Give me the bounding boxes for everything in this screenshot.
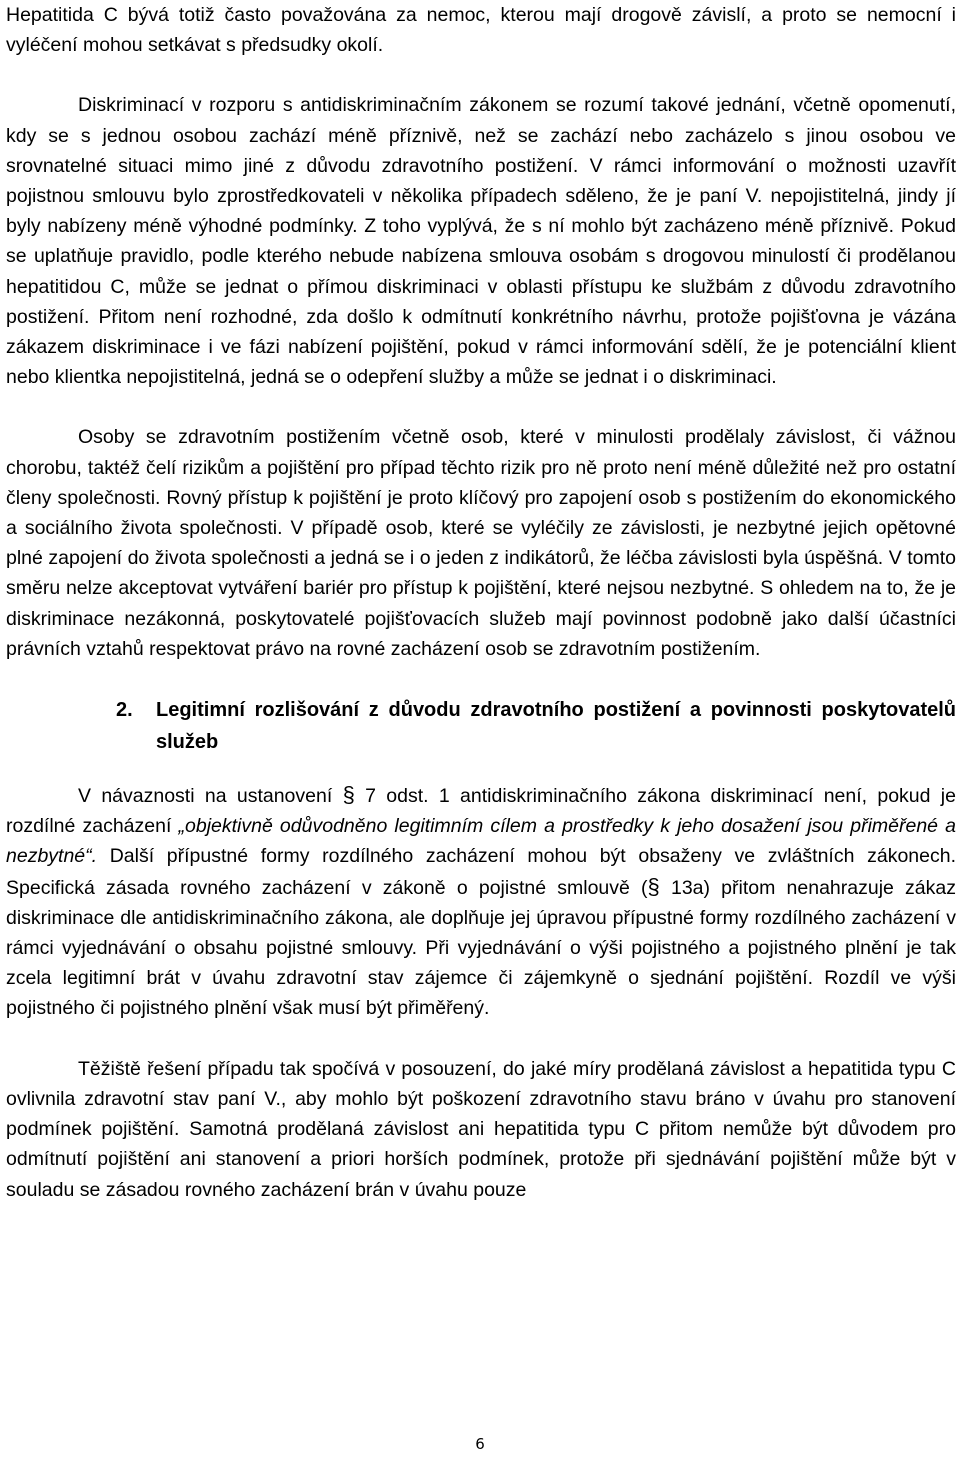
p4-text-3: Další přípustné formy rozdílného zacházení mohou být obsaženy ve zvláštních zákonech. Specifická zásada rovného zacházení v zákoně o pojistné smlouvě (	[6, 845, 956, 899]
paragraph-2: Diskriminací v rozporu s antidiskriminačním zákonem se rozumí takové jednání, včetně opomenutí, kdy se s jednou osobou zachází méně příznivě, než se zachází nebo zacházelo s jinou osobou ve srovnatelné situaci mimo jiné z důvodu zdravotního postižení. V rámci informování o možnosti uzavřít pojistnou smlouvu bylo zprostředkovateli v několika případech sděleno, že je paní V. nepojistitelná, jindy jí byly nabízeny méně výhodné podmínky. Z toho vyplývá, že s ní mohlo být zacházeno méně příznivě. Pokud se uplatňuje pravidlo, podle kterého nebude nabízena smlouva osobám s drogovou minulostí či prodělanou hepatitidou C, může se jednat o přímou diskriminaci v oblasti přístupu ke službám z důvodu zdravotního postižení. Přitom není rozhodné, zda došlo k odmítnutí konkrétního návrhu, protože pojišťovna je vázána zákazem diskriminace i ve fázi nabízení pojištění, pokud v rámci informování sdělí, že je potenciální klient nebo klientka nepojistitelná, jedná se o odepření služby a může se jednat i o diskriminaci.	[6, 94, 956, 389]
p4-text-4: 13a) přitom nenahrazuje zákaz diskriminace dle antidiskriminačního zákona, ale doplňuje jej úpravou přípustné formy rozdílného zacházení v rámci vyjednávání o obsahu pojistné smlouvy. Při vyjednávání o výši pojistného a pojistného plnění je tak zcela legitimní brát v úvahu zdravotní stav zájemce či zájemkyně o sjednání pojištění. Rozdíl ve výši pojistného či pojistného plnění však musí být přiměřený.	[6, 876, 956, 1020]
page-number: 6	[475, 1435, 485, 1453]
p4-text-2: 7 odst. 1 antidiskriminačního zákona diskriminací není, pokud je rozdílné zacházení	[6, 785, 956, 838]
p4-text-1: V návaznosti na ustanovení	[78, 785, 333, 808]
section-symbol-2: §	[647, 873, 660, 899]
paragraph-5: Těžiště řešení případu tak spočívá v posouzení, do jaké míry prodělaná závislost a hepatitida typu C ovlivnila zdravotní stav paní V., aby mohlo být poškození zdravotního stavu bráno v úvahu pro stanovení podmínek pojištění. Samotná prodělaná závislost ani hepatitida typu C přitom nemůže být důvodem pro odmítnutí pojištění ani stanovení a priori horších podmínek, protože při sjednávání pojištění může být v souladu se zásadou rovného zacházení brán v úvahu pouze	[6, 1057, 956, 1201]
section-heading	[116, 694, 956, 758]
section-symbol: §	[342, 782, 355, 808]
paragraph-1: Hepatitida C bývá totiž často považována za nemoc, kterou mají drogově závislí, a proto se nemocní i vyléčení mohou setkávat s předsudky okolí.	[6, 4, 956, 57]
paragraph-3: Osoby se zdravotním postižením včetně osob, které v minulosti prodělaly závislost, či vážnou chorobu, taktéž čelí rizikům a pojištění pro případ těchto rizik pro ně proto není méně důležité než pro ostatní členy společnosti. Rovný přístup k pojištění je proto klíčový pro zapojení osob s postižením do ekonomického a sociálního života společnosti. V případě osob, které se vyléčily ze závislosti, je nezbytné jejich opětovné plné zapojení do života společnosti a jedná se i o jeden z indikátorů, že léčba závislosti byla úspěšná. V tomto směru nelze akceptovat vytváření bariér pro přístup k pojištění, které nejsou nezbytné. S ohledem na to, že je diskriminace nezákonná, poskytovatelé pojišťovacích služeb mají povinnost podobně jako další účastníci právních vztahů respektovat právo na rovné zacházení osob se zdravotním postižením.	[6, 426, 956, 660]
p4-quote: „objektivně odůvodněno legitimním cílem a prostředky k jeho dosažení jsou přiměřené a nezbytné“.	[6, 815, 956, 868]
section-title: Legitimní rozlišování z důvodu zdravotního postižení a povinnosti poskytovatelů služeb	[156, 699, 956, 754]
section-number: 2.	[116, 699, 133, 722]
paragraph-4	[6, 780, 956, 1024]
